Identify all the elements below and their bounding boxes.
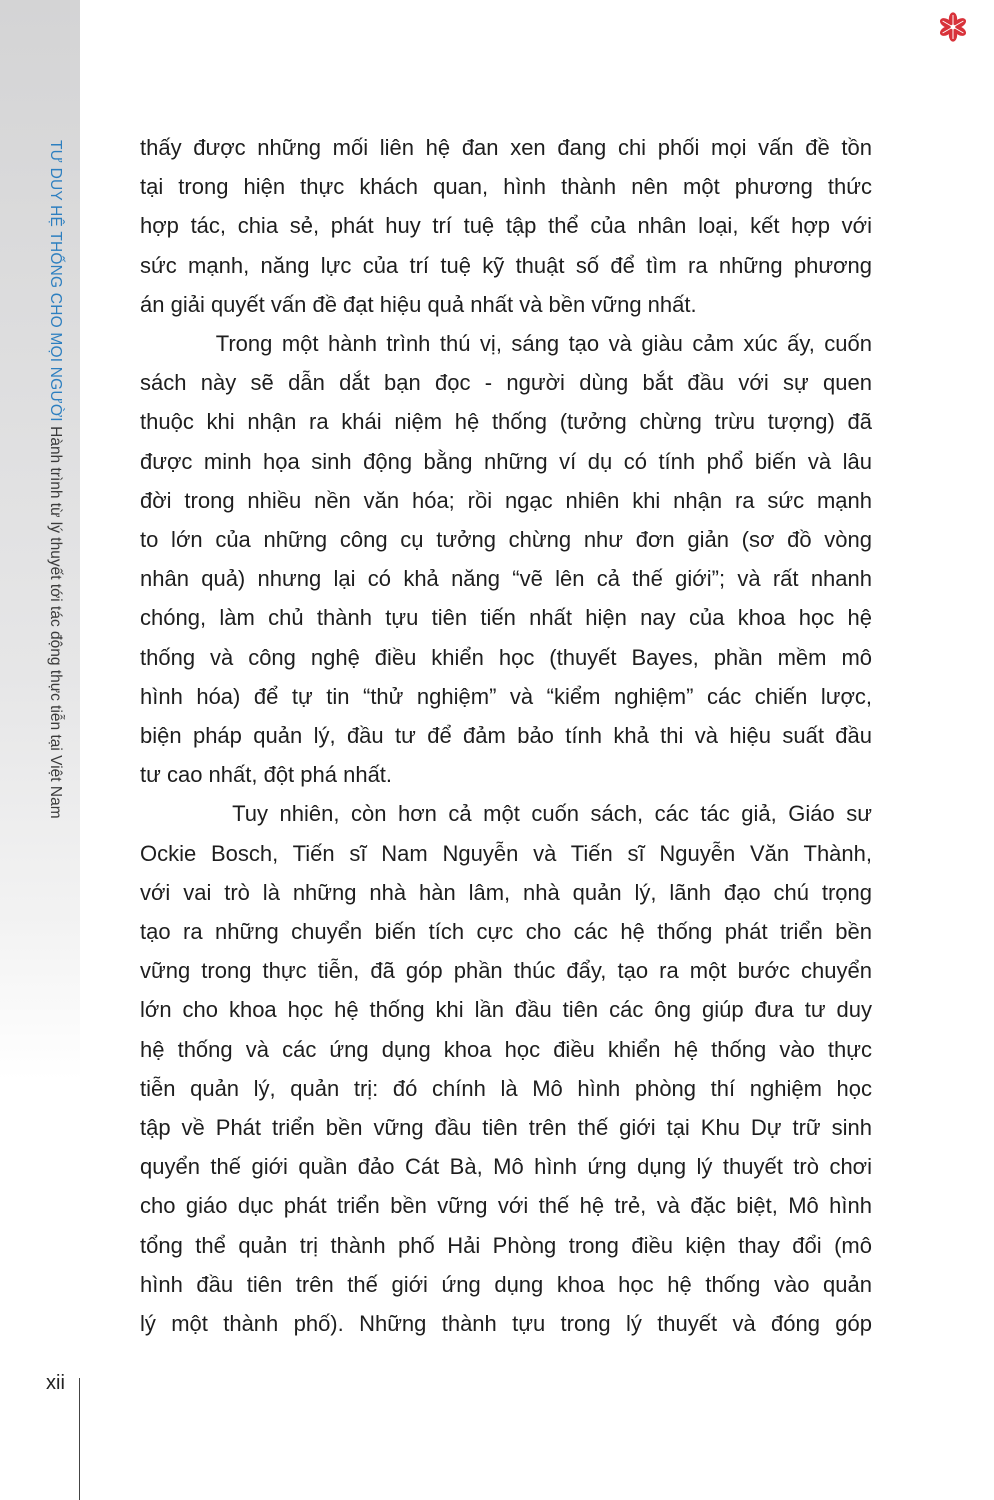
red-flower-icon (938, 12, 968, 42)
text-line: cho giáo dục phát triển bền vững với thế hệ trẻ, và đặc biệt, Mô hình (140, 1193, 872, 1219)
text-line: quyển thế giới quần đảo Cát Bà, Mô hình ứng dụng lý thuyết trò chơi (140, 1154, 872, 1180)
text-line: tổng thể quản trị thành phố Hải Phòng trong điều kiện thay đổi (mô (140, 1232, 872, 1258)
text-line: chóng, làm chủ thành tựu tiên tiến nhất hiện nay của khoa học hệ (140, 605, 872, 631)
text-line: lớn cho khoa học hệ thống khi lần đầu tiên các ông giúp đưa tư duy (140, 997, 872, 1023)
running-header (46, 140, 64, 819)
text-line: vững trong thực tiễn, đã góp phần thúc đẩy, tạo ra một bước chuyển (140, 958, 872, 984)
text-line: hình hóa) để tự tin “thử nghiệm” và “kiểm nghiệm” các chiến lược, (140, 683, 872, 709)
text-line: nhân quả) nhưng lại có khả năng “vẽ lên cả thế giới”; và rất nhanh (140, 566, 872, 592)
text-line: hệ thống và các ứng dụng khoa học điều khiển hệ thống vào thực (140, 1036, 872, 1062)
text-line: lý một thành phố). Những thành tựu trong lý thuyết và đóng góp (140, 1311, 872, 1337)
text-line: hình đầu tiên trên thế giới ứng dụng khoa học hệ thống vào quản (140, 1271, 872, 1297)
text-line: Trong một hành trình thú vị, sáng tạo và giàu cảm xúc ấy, cuốn (140, 331, 872, 357)
text-line: tại trong hiện thực khách quan, hình thành nên một phương thức (140, 174, 872, 200)
book-series-title: TƯ DUY HỆ THỐNG CHO MỌI NGƯỜI (47, 140, 64, 422)
book-subtitle: Hành trình từ lý thuyết tới tác động thực tiễn tại Việt Nam (47, 426, 64, 819)
text-line: Tuy nhiên, còn hơn cả một cuốn sách, các tác giả, Giáo sư (140, 801, 872, 827)
text-line: sách này sẽ dẫn dắt bạn đọc - người dùng bắt đầu với sự quen (140, 370, 872, 396)
text-line: thuộc khi nhận ra khái niệm hệ thống (tưởng chừng trừu tượng) đã (140, 409, 872, 435)
margin-rule (79, 1378, 80, 1500)
text-line: to lớn của những công cụ tưởng chừng như đơn giản (sơ đồ vòng (140, 527, 872, 553)
page-number: xii (46, 1372, 65, 1394)
text-line: với vai trò là những nhà hàn lâm, nhà quản lý, lãnh đạo chú trọng (140, 879, 872, 905)
text-line: Ockie Bosch, Tiến sĩ Nam Nguyễn và Tiến sĩ Nguyễn Văn Thành, (140, 840, 872, 866)
text-line: tập về Phát triển bền vững đầu tiên trên thế giới tại Khu Dự trữ sinh (140, 1115, 872, 1141)
text-line: hợp tác, chia sẻ, phát huy trí tuệ tập thể của nhân loại, kết hợp với (140, 213, 872, 239)
text-line: biện pháp quản lý, đầu tư để đảm bảo tính khả thi và hiệu suất đầu (140, 723, 872, 749)
body-text (140, 128, 872, 1343)
text-line: tư cao nhất, đột phá nhất. (140, 762, 393, 788)
text-line: thấy được những mối liên hệ đan xen đang chi phối mọi vấn đề tồn (140, 135, 872, 160)
text-line: thống và công nghệ điều khiển học (thuyết Bayes, phần mềm mô (140, 644, 872, 670)
text-line: tạo ra những chuyển biến tích cực cho các hệ thống phát triển bền (140, 919, 872, 945)
text-line: sức mạnh, năng lực của trí tuệ kỹ thuật số để tìm ra những phương (140, 252, 872, 278)
text-line: án giải quyết vấn đề đạt hiệu quả nhất và bền vững nhất. (140, 291, 697, 317)
text-line: tiễn quản lý, quản trị: đó chính là Mô hình phòng thí nghiệm học (140, 1075, 872, 1101)
text-line: đời trong nhiều nền văn hóa; rồi ngạc nhiên khi nhận ra sức mạnh (140, 487, 872, 513)
page-margin-band (0, 0, 80, 1500)
text-line: được minh họa sinh động bằng những ví dụ có tính phổ biến và lâu (140, 448, 872, 474)
